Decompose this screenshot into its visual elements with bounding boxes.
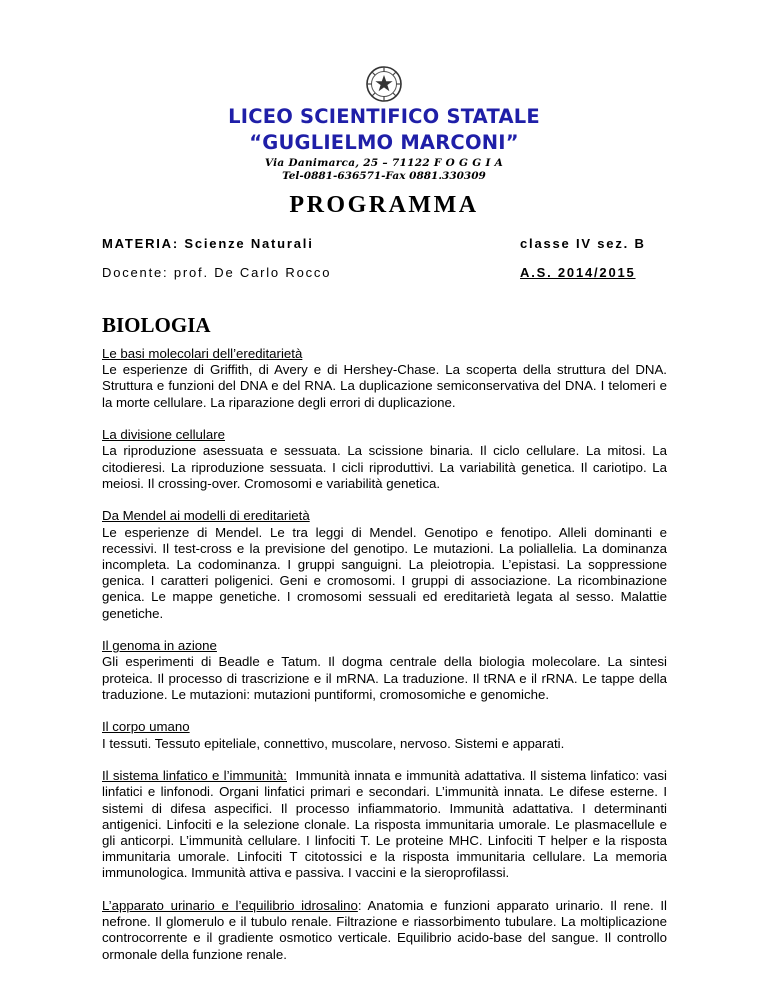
section-title: BIOLOGIA [102,313,211,337]
topic-paragraph [102,898,667,963]
topic-title: Da Mendel ai modelli di ereditarietà [102,508,310,524]
topic-text: Le esperienze di Mendel. Le tra leggi di Mendel. Genotipo e fenotipo. Alleli dominanti e recessivi. Il test-cross e la previsione del genotipo. Le mutazioni. La poliallelia. La dominanza incompleta. La codominanza. I gruppi sanguigni. La pleiotropia. L’epistasi. La soppressione genica. I caratteri poligenici. Geni e cromosomi. I gruppi di associazione. La ricombinazione genica. Le mappe genetiche. I cromosomi sessuali ed ereditarietà legata al sesso. Malattie genetiche. [102,524,667,621]
topic-paragraph [102,346,667,411]
topic-text: La riproduzione asessuata e sessuata. La scissione binaria. Il ciclo cellulare. La mitosi. La citodieresi. La riproduzione sessuata. I cicli riproduttivi. La variabilità genetica. Il cariotipo. La meiosi. Il crossing-over. Cromosomi e variabilità genetica. [102,443,667,491]
class-label: classe IV sez. B [520,236,646,251]
topic-text: Immunità innata e immunità adattativa. Il sistema linfatico: vasi linfatici e linfonodi. Organi linfatici primari e secondari. L’immunità innata. Le difese esterne. I sistemi di difesa aspecifici. Il processo infiammatorio. Immunità adattativa. I determinanti antigenici. Linfociti e la selezione clonale. La risposta immunitaria umorale. Le plasmacellule e gli anticorpi. L’immunità cellulare. I linfociti T. Le proteine MHC. Linfociti T helper e la risposta immunitaria umorale. Linfociti T citotossici e la risposta immunitaria cellulare. La memoria immunologica. Immunità attiva e passiva. I vaccini e la sieroprofilassi. [102,768,667,881]
topic-title: Il corpo umano [102,719,190,735]
topic-paragraph [102,427,667,492]
document-title: PROGRAMMA [289,192,479,218]
topic-text: Le esperienze di Griffith, di Avery e di Hershey-Chase. La scoperta della struttura del DNA. Struttura e funzioni del DNA e del RNA. La duplicazione semiconservativa del DNA. I telomeri e la morte cellulare. La riparazione degli errori di duplicazione. [102,362,667,410]
topic-title: L’apparato urinario e l’equilibrio idrosalino [102,898,358,914]
topic-title: Il sistema linfatico e l’immunità: [102,768,287,784]
school-year-label: A.S. 2014/2015 [520,265,636,280]
teacher-label: Docente: prof. De Carlo Rocco [102,265,332,280]
school-address: Via Danimarca, 25 – 71122 F O G G I A [264,157,504,169]
topic-title: Il genoma in azione [102,638,217,654]
topic-text: I tessuti. Tessuto epiteliale, connettivo, muscolare, nervoso. Sistemi e apparati. [102,735,565,751]
topic-paragraph [102,508,667,621]
topic-text: Gli esperimenti di Beadle e Tatum. Il dogma centrale della biologia molecolare. La sintesi proteica. Il processo di trascrizione e il mRNA. La traduzione. Il tRNA e il rRNA. Le tappe della traduzione. Le mutazioni: mutazioni puntiformi, cromosomiche e genomiche. [102,654,667,702]
italian-republic-emblem-icon [364,64,404,104]
school-name-line1: LICEO SCIENTIFICO STATALE [228,105,540,128]
school-name-line2: “GUGLIELMO MARCONI” [249,131,519,154]
topic-title: La divisione cellulare [102,427,226,443]
topic-paragraph [102,638,667,703]
school-phone-fax: Tel-0881-636571-Fax 0881.330309 [282,170,486,182]
topic-text: : Anatomia e funzioni apparato urinario. Il rene. Il nefrone. Il glomerulo e il tubulo renale. Filtrazione e riassorbimento tubulare. La moltiplicazione controcorrente e il gradiente osmotico verticale. Equilibrio acido-base del sangue. Il controllo ormonale della funzione renale. [102,898,667,962]
topic-title: Le basi molecolari dell’ereditarietà [102,346,303,361]
topic-paragraph [102,768,667,881]
subject-label: MATERIA: Scienze Naturali [102,236,314,251]
topic-paragraph [102,719,667,751]
program-content [102,346,667,979]
